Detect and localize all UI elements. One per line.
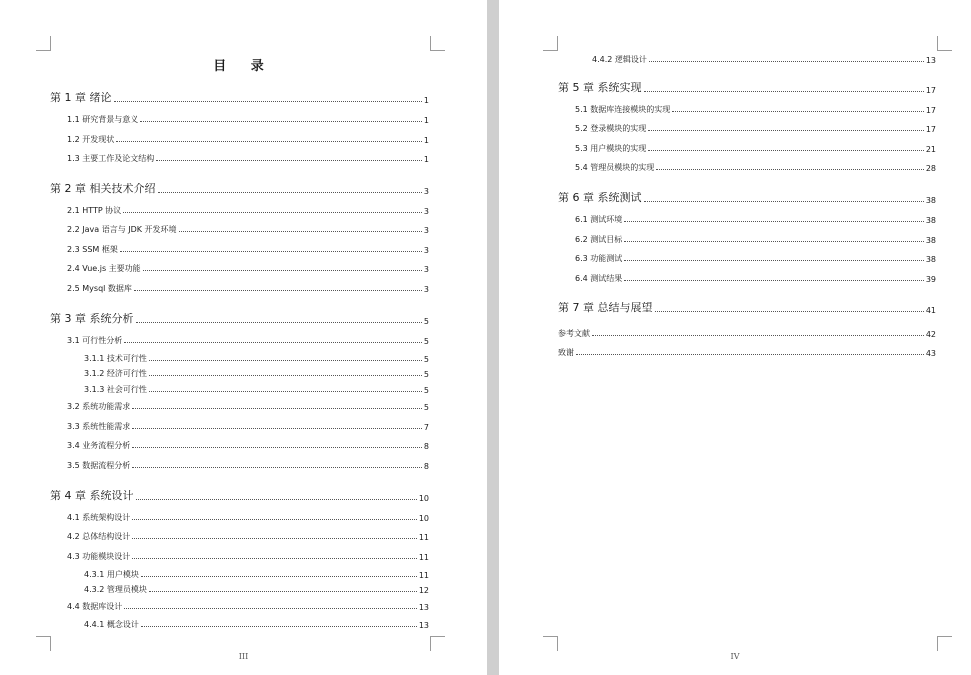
dot-leader — [136, 499, 417, 500]
toc-section-entry[interactable] — [575, 215, 936, 225]
toc-entry-page: 13 — [925, 56, 936, 65]
dot-leader — [644, 201, 924, 202]
toc-entry-title: 3.1.3 社会可行性 — [84, 385, 147, 394]
toc-entry-title: 1.2 开发现状 — [67, 135, 115, 144]
dot-leader — [124, 342, 422, 343]
toc-section-entry[interactable] — [575, 274, 936, 284]
toc-chapter-entry[interactable] — [558, 82, 936, 95]
dot-leader — [132, 447, 422, 448]
toc-entry-page: 3 — [423, 207, 429, 216]
toc-page-right — [499, 0, 971, 675]
toc-entry-page: 3 — [423, 186, 429, 196]
toc-entry-page: 13 — [418, 603, 429, 612]
dot-leader — [141, 626, 417, 627]
toc-entry-page: 38 — [925, 236, 936, 245]
toc-section-entry[interactable] — [67, 284, 429, 294]
toc-entry-title: 第 1 章 绪论 — [50, 91, 112, 104]
toc-entry-page: 5 — [423, 337, 429, 346]
toc-entry-title: 4.4.1 概念设计 — [84, 620, 139, 629]
toc-entry-title: 5.1 数据库连接模块的实现 — [575, 105, 671, 114]
dot-leader — [624, 241, 924, 242]
toc-entry-page: 42 — [925, 330, 936, 339]
toc-entry-page: 1 — [423, 95, 429, 105]
toc-entry-page: 3 — [423, 285, 429, 294]
page-gutter — [487, 0, 499, 675]
toc-entry-page: 11 — [418, 571, 429, 580]
toc-section-entry[interactable] — [67, 336, 429, 346]
dot-leader — [644, 91, 924, 92]
toc-section-entry[interactable] — [67, 225, 429, 235]
toc-entry-title: 第 6 章 系统测试 — [558, 191, 642, 204]
dot-leader — [132, 558, 417, 559]
toc-entry-title: 5.2 登录模块的实现 — [575, 124, 647, 133]
toc-entry-title: 6.3 功能测试 — [575, 254, 623, 263]
toc-chapter-entry[interactable] — [50, 313, 429, 326]
toc-section-entry[interactable] — [575, 254, 936, 264]
toc-entry-page: 21 — [925, 145, 936, 154]
toc-entry-page: 5 — [423, 403, 429, 412]
dot-leader — [140, 121, 422, 122]
toc-entry-title: 6.1 测试环境 — [575, 215, 623, 224]
toc-entry-page: 17 — [925, 85, 936, 95]
toc-entry-title: 4.4 数据库设计 — [67, 602, 123, 611]
toc-entry-page: 41 — [925, 305, 936, 315]
dot-leader — [624, 280, 924, 281]
toc-section-entry[interactable] — [67, 513, 429, 523]
page-number: III — [238, 652, 249, 661]
toc-entry-title: 4.3 功能模块设计 — [67, 552, 131, 561]
toc-entry-title: 4.4.2 逻辑设计 — [592, 55, 647, 64]
toc-entry-page: 3 — [423, 246, 429, 255]
dot-leader — [156, 160, 422, 161]
toc-section-entry[interactable] — [67, 245, 429, 255]
toc-section-entry[interactable] — [67, 115, 429, 125]
dot-leader — [136, 322, 422, 323]
toc-entry-page: 17 — [925, 125, 936, 134]
toc-entry-title: 5.3 用户模块的实现 — [575, 144, 647, 153]
toc-entry-title: 3.5 数据流程分析 — [67, 461, 131, 470]
toc-entry-page: 28 — [925, 164, 936, 173]
toc-title: 目 录 — [213, 59, 274, 74]
toc-entry-title: 2.1 HTTP 协议 — [67, 206, 122, 215]
toc-entry-title: 1.1 研究背景与意义 — [67, 115, 139, 124]
toc-section-entry[interactable] — [67, 422, 429, 432]
dot-leader — [649, 61, 924, 62]
toc-entry-page: 1 — [423, 155, 429, 164]
toc-section-entry[interactable] — [67, 206, 429, 216]
toc-section-entry[interactable] — [84, 585, 429, 595]
dot-leader — [114, 101, 422, 102]
toc-entry-title: 3.1 可行性分析 — [67, 336, 123, 345]
dot-leader — [179, 231, 422, 232]
toc-entry-title: 3.3 系统性能需求 — [67, 422, 131, 431]
dot-leader — [132, 467, 422, 468]
toc-entry-title: 4.3.2 管理员模块 — [84, 585, 147, 594]
toc-entry-page: 1 — [423, 136, 429, 145]
toc-section-entry[interactable] — [67, 135, 429, 145]
dot-leader — [592, 335, 924, 336]
dot-leader — [132, 408, 422, 409]
toc-entry-title: 2.3 SSM 框架 — [67, 245, 118, 254]
toc-entry-page: 8 — [423, 442, 429, 451]
toc-entry-title: 6.2 测试目标 — [575, 235, 623, 244]
dot-leader — [123, 212, 422, 213]
dot-leader — [116, 141, 422, 142]
toc-entry-page: 5 — [423, 355, 429, 364]
toc-entry-title: 2.2 Java 语言与 JDK 开发环境 — [67, 225, 177, 234]
toc-entry-title: 2.4 Vue.js 主要功能 — [67, 264, 141, 273]
toc-entry-title: 第 2 章 相关技术介绍 — [50, 182, 156, 195]
toc-section-entry[interactable] — [67, 602, 429, 612]
toc-backmatter-entry[interactable] — [558, 329, 936, 339]
dot-leader — [576, 354, 924, 355]
dot-leader — [158, 192, 422, 193]
page-number: IV — [730, 652, 740, 661]
toc-entry-page: 5 — [423, 386, 429, 395]
toc-section-entry[interactable] — [84, 385, 429, 395]
dot-leader — [149, 391, 422, 392]
toc-entry-title: 参考文献 — [558, 329, 590, 338]
toc-entry-title: 2.5 Mysql 数据库 — [67, 284, 132, 293]
toc-backmatter-entry[interactable] — [558, 348, 936, 358]
toc-entry-page: 11 — [418, 533, 429, 542]
toc-section-entry[interactable] — [67, 552, 429, 562]
toc-entry-title: 第 5 章 系统实现 — [558, 81, 642, 94]
toc-section-entry[interactable] — [575, 235, 936, 245]
toc-chapter-entry[interactable] — [558, 192, 936, 205]
toc-entry-title: 致谢 — [558, 348, 574, 357]
toc-entry-page: 10 — [418, 514, 429, 523]
toc-entry-page: 8 — [423, 462, 429, 471]
toc-entry-title: 4.1 系统架构设计 — [67, 513, 131, 522]
toc-entry-page: 5 — [423, 370, 429, 379]
toc-entry-page: 7 — [423, 423, 429, 432]
toc-entry-page: 39 — [925, 275, 936, 284]
dot-leader — [149, 591, 417, 592]
dot-leader — [624, 221, 924, 222]
toc-entry-page: 38 — [925, 255, 936, 264]
toc-section-entry[interactable] — [67, 264, 429, 274]
toc-entry-page: 43 — [925, 349, 936, 358]
dot-leader — [655, 311, 924, 312]
dot-leader — [124, 608, 417, 609]
toc-entry-page: 17 — [925, 106, 936, 115]
toc-section-entry[interactable] — [67, 402, 429, 412]
dot-leader — [149, 375, 422, 376]
toc-section-entry[interactable] — [575, 105, 936, 115]
toc-section-entry[interactable] — [84, 570, 429, 580]
toc-section-entry[interactable] — [575, 163, 936, 173]
dot-leader — [656, 169, 924, 170]
toc-entry-title: 1.3 主要工作及论文结构 — [67, 154, 155, 163]
toc-chapter-entry[interactable] — [50, 92, 429, 105]
dot-leader — [134, 290, 422, 291]
dot-leader — [120, 251, 422, 252]
toc-entry-title: 3.1.2 经济可行性 — [84, 369, 147, 378]
dot-leader — [648, 150, 924, 151]
dot-leader — [149, 360, 422, 361]
dot-leader — [648, 130, 924, 131]
dot-leader — [132, 538, 417, 539]
toc-section-entry[interactable] — [575, 124, 936, 134]
toc-section-entry[interactable] — [84, 620, 429, 630]
toc-entry-page: 12 — [418, 586, 429, 595]
toc-entry-page: 5 — [423, 316, 429, 326]
toc-list-right — [499, 0, 971, 675]
dot-leader — [132, 428, 422, 429]
dot-leader — [672, 111, 924, 112]
toc-entry-title: 第 3 章 系统分析 — [50, 312, 134, 325]
toc-section-entry[interactable] — [84, 369, 429, 379]
toc-entry-title: 3.2 系统功能需求 — [67, 402, 131, 411]
toc-entry-title: 第 7 章 总结与展望 — [558, 301, 653, 314]
dot-leader — [132, 519, 417, 520]
toc-section-entry[interactable] — [67, 461, 429, 471]
toc-entry-title: 4.2 总体结构设计 — [67, 532, 131, 541]
toc-section-entry[interactable] — [67, 154, 429, 164]
toc-entry-page: 38 — [925, 195, 936, 205]
toc-chapter-entry[interactable] — [558, 302, 936, 315]
dot-leader — [143, 270, 422, 271]
toc-entry-page: 13 — [418, 621, 429, 630]
toc-entry-title: 3.1.1 技术可行性 — [84, 354, 147, 363]
toc-entry-page: 38 — [925, 216, 936, 225]
toc-entry-page: 3 — [423, 226, 429, 235]
toc-entry-title: 第 4 章 系统设计 — [50, 489, 134, 502]
toc-section-entry[interactable] — [84, 354, 429, 364]
toc-entry-title: 4.3.1 用户模块 — [84, 570, 139, 579]
toc-chapter-entry[interactable] — [50, 183, 429, 196]
toc-entry-title: 5.4 管理员模块的实现 — [575, 163, 655, 172]
toc-entry-title: 3.4 业务流程分析 — [67, 441, 131, 450]
dot-leader — [141, 576, 417, 577]
toc-section-entry[interactable] — [67, 532, 429, 542]
toc-chapter-entry[interactable] — [50, 490, 429, 503]
toc-entry-page: 3 — [423, 265, 429, 274]
toc-section-entry[interactable] — [575, 144, 936, 154]
toc-entry-page: 1 — [423, 116, 429, 125]
toc-section-entry[interactable] — [592, 55, 936, 65]
toc-section-entry[interactable] — [67, 441, 429, 451]
toc-entry-title: 6.4 测试结果 — [575, 274, 623, 283]
dot-leader — [624, 260, 924, 261]
toc-entry-page: 10 — [418, 493, 429, 503]
toc-entry-page: 11 — [418, 553, 429, 562]
